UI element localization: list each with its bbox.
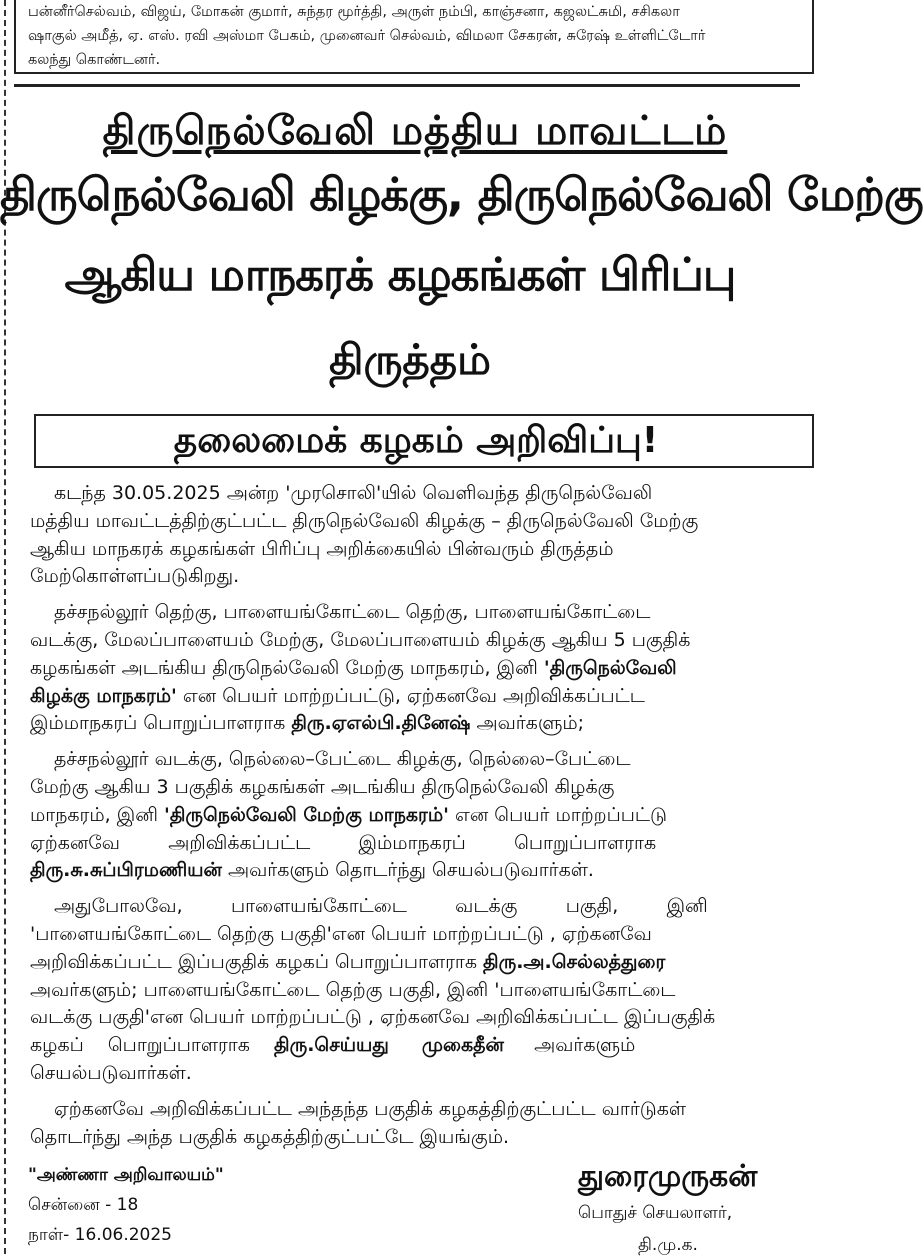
- paragraph-1: [30, 480, 890, 591]
- text-segment: இம்மாநகரப் பொறுப்பாளராக: [30, 712, 292, 735]
- text-line: [30, 949, 890, 977]
- text-segment: அவர்களும் தொடர்ந்து செயல்படுவார்கள்.: [221, 859, 594, 882]
- text-line: மத்திய மாவட்டத்திற்குட்பட்ட திருநெல்வேலி கிழக்கு – திருநெல்வேலி மேற்கு: [30, 509, 699, 532]
- notice-title: தலைமைக் கழகம் அறிவிப்பு!: [173, 420, 659, 461]
- headline-line-2: ஆகிய மாநகரக் கழகங்கள் பிரிப்பு: [64, 248, 736, 301]
- person-name-bold: திரு.சு.சுப்பிரமணியன்: [30, 859, 222, 882]
- text-line: வடக்கு பகுதி'என பெயர் மாற்றப்பட்டு , ஏற்கனவே அறிவிக்கப்பட்ட இப்பகுதிக்: [30, 1006, 716, 1029]
- signatory-block: [578, 1158, 757, 1260]
- text-line: ஏற்கனவே அறிவிக்கப்பட்ட அந்தந்த பகுதிக் கழகத்திற்குட்பட்ட வார்டுகள்: [54, 1097, 687, 1120]
- text-line: [30, 655, 890, 683]
- text-segment: என பெயர் மாற்றப்பட்டு: [448, 803, 667, 826]
- text-line: ஏற்கனவே அறிவிக்கப்பட்ட இம்மாநகரப் பொறுப்பாளராக: [30, 831, 657, 854]
- paragraph-4: [30, 893, 890, 1088]
- notice-title-box: [34, 414, 814, 468]
- text-line: அதுபோலவே, பாளையங்கோட்டை வடக்கு பகுதி, இனி: [54, 895, 708, 918]
- text-line: தச்சநல்லூர் தெற்கு, பாளையங்கோட்டை தெற்கு, பாளையங்கோட்டை: [54, 601, 651, 624]
- paragraph-3: [30, 746, 890, 885]
- issuing-office: [28, 1160, 224, 1250]
- signatory-name: துரைமுருகன்: [578, 1159, 758, 1194]
- text-segment: கழகங்கள் அடங்கிய திருநெல்வேலி மேற்கு மாநகரம், இனி: [30, 656, 544, 679]
- text-segment: அவர்களும்: [503, 1034, 636, 1057]
- signatory-designation: பொதுச் செயலாளர்,: [578, 1203, 733, 1223]
- text-segment: கழகப் பொறுப்பாளராக: [30, 1034, 275, 1057]
- text-line: மேற்கொள்ளப்படுகிறது.: [30, 565, 240, 588]
- text-segment: மாநகரம், இனி: [30, 803, 164, 826]
- text-line: வடக்கு, மேலப்பாளையம் மேற்கு, மேலப்பாளையம் கிழக்கு ஆகிய 5 பகுதிக்: [30, 628, 691, 651]
- text-line: [30, 1032, 890, 1060]
- previous-article-snippet: [14, 0, 814, 74]
- person-name-bold: திரு.ஏஎல்பி.தினேஷ்: [291, 712, 471, 735]
- person-name-bold: திரு.அ.செல்லத்துரை: [483, 950, 666, 973]
- notice-date: நாள்- 16.06.2025: [28, 1225, 173, 1245]
- person-name-bold: திரு.செய்யது முகைதீன்: [274, 1034, 504, 1057]
- text-line: செயல்படுவார்கள்.: [30, 1061, 192, 1084]
- text-line: மேற்கு ஆகிய 3 பகுதிக் கழகங்கள் அடங்கிய திருநெல்வேலி கிழக்கு: [30, 775, 615, 798]
- paragraph-5: [30, 1096, 890, 1152]
- text-segment: அவர்களும்;: [470, 712, 585, 735]
- text-line: [30, 710, 890, 738]
- text-segment: அறிவிக்கப்பட்ட இப்பகுதிக் கழகப் பொறுப்பாளராக: [30, 950, 484, 973]
- office-city: சென்னை - 18: [28, 1195, 139, 1215]
- district-heading: திருநெல்வேலி மத்திய மாவட்டம்: [102, 108, 728, 154]
- headline-line-1: திருநெல்வேலி கிழக்கு, திருநெல்வேலி மேற்கு: [0, 168, 923, 221]
- new-name-bold: கிழக்கு மாநகரம்': [30, 684, 177, 707]
- party-name: தி.மு.க.: [638, 1235, 698, 1255]
- text-line: தொடர்ந்து அந்த பகுதிக் கழகத்திற்குட்பட்டே இயங்கும்.: [30, 1125, 510, 1148]
- text-line: அவர்களும்; பாளையங்கோட்டை தெற்கு பகுதி, இனி 'பாளையங்கோட்டை: [30, 978, 676, 1001]
- snippet-line: ஷாகுல் அமீத், ஏ. எஸ். ரவி அஸ்மா பேகம், முனைவர் செல்வம், விமலா சேகரன், சுரேஷ் உள்ளிட்டோர்: [28, 28, 706, 44]
- office-name: "அண்ணா அறிவாலயம்": [28, 1165, 224, 1185]
- text-line: கடந்த 30.05.2025 அன்ற 'முரசொலி'யில் வெளிவந்த திருநெல்வேலி: [54, 482, 653, 504]
- new-name-bold: 'திருநெல்வேலி மேற்கு மாநகரம்': [164, 803, 449, 826]
- new-name-bold: 'திருநெல்வேலி: [543, 656, 677, 679]
- text-line: 'பாளையங்கோட்டை தெற்கு பகுதி'என பெயர் மாற்றப்பட்டு , ஏற்கனவே: [30, 922, 652, 945]
- correction-heading: திருத்தம்: [329, 335, 491, 384]
- paragraph-2: [30, 599, 890, 738]
- text-line: [30, 683, 890, 711]
- text-segment: என பெயர் மாற்றப்பட்டு, ஏற்கனவே அறிவிக்கப்பட்ட: [176, 684, 645, 707]
- text-line: தச்சநல்லூர் வடக்கு, நெல்லை–பேட்டை கிழக்கு, நெல்லை–பேட்டை: [54, 748, 631, 771]
- article-body: [30, 480, 890, 1159]
- text-line: ஆகிய மாநகரக் கழகங்கள் பிரிப்பு அறிக்கையில் பின்வரும் திருத்தம்: [30, 537, 614, 560]
- section-divider: [14, 84, 800, 87]
- snippet-line: கலந்து கொண்டனர்.: [28, 52, 161, 68]
- text-line: [30, 802, 890, 830]
- snippet-line: பன்னீர்செல்வம், விஜய், மோகன் குமார், சுந்தர மூர்த்தி, அருள் நம்பி, காஞ்சனா, கஜலட்சுமி, சசிகலா: [28, 4, 680, 20]
- text-line: [30, 857, 890, 885]
